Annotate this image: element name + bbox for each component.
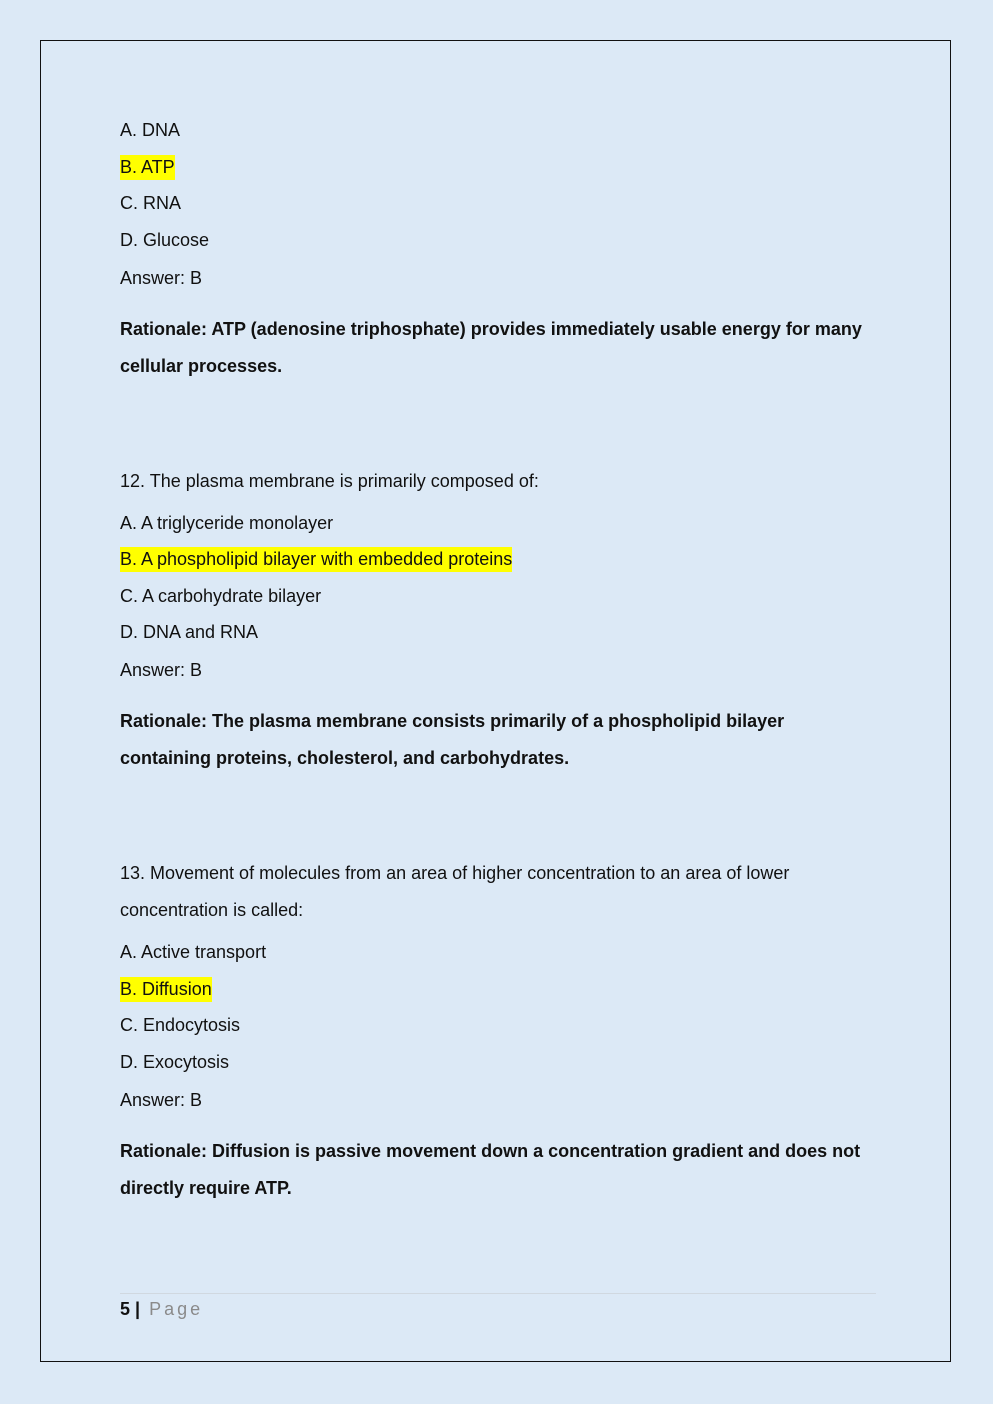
- page-label: Page: [149, 1299, 204, 1319]
- option-d: D. Glucose: [120, 229, 210, 250]
- question-text: 12. The plasma membrane is primarily composed of:: [120, 470, 539, 491]
- option-d: D. Exocytosis: [120, 1051, 230, 1072]
- option-c: C. RNA: [120, 193, 182, 213]
- option-a: A. Active transport: [120, 942, 267, 962]
- question-text: 13. Movement of molecules from an area of higher concentration to an area of lower concentration is called:: [120, 863, 790, 920]
- option-b-highlighted: B. A phospholipid bilayer with embedded proteins: [120, 547, 880, 572]
- page-footer: [120, 1293, 876, 1322]
- rationale: Rationale: The plasma membrane consists primarily of a phospholipid bilayer containing proteins, cholesterol, and carbohydrates.: [120, 711, 785, 768]
- option-b-highlighted: B. Diffusion: [120, 977, 880, 1002]
- option-b-highlighted: B. ATP: [120, 155, 880, 180]
- footer-separator: |: [135, 1299, 141, 1319]
- answer-line: Answer: B: [120, 1089, 203, 1110]
- option-d: D. DNA and RNA: [120, 622, 259, 642]
- document-content: [120, 118, 880, 1285]
- question-13-block: [120, 855, 880, 1207]
- question-11-block: [120, 118, 880, 385]
- option-c: C. A carbohydrate bilayer: [120, 585, 322, 606]
- option-c: C. Endocytosis: [120, 1015, 241, 1035]
- rationale: Rationale: Diffusion is passive movement down a concentration gradient and does not directly require ATP.: [120, 1140, 861, 1198]
- question-12-block: [120, 463, 880, 778]
- option-a: A. DNA: [120, 120, 181, 140]
- rationale: Rationale: ATP (adenosine triphosphate) provides immediately usable energy for many cellular processes.: [120, 318, 862, 376]
- page-number: 5: [120, 1299, 131, 1319]
- option-a: A. A triglyceride monolayer: [120, 512, 334, 533]
- answer-line: Answer: B: [120, 660, 203, 680]
- answer-line: Answer: B: [120, 267, 203, 288]
